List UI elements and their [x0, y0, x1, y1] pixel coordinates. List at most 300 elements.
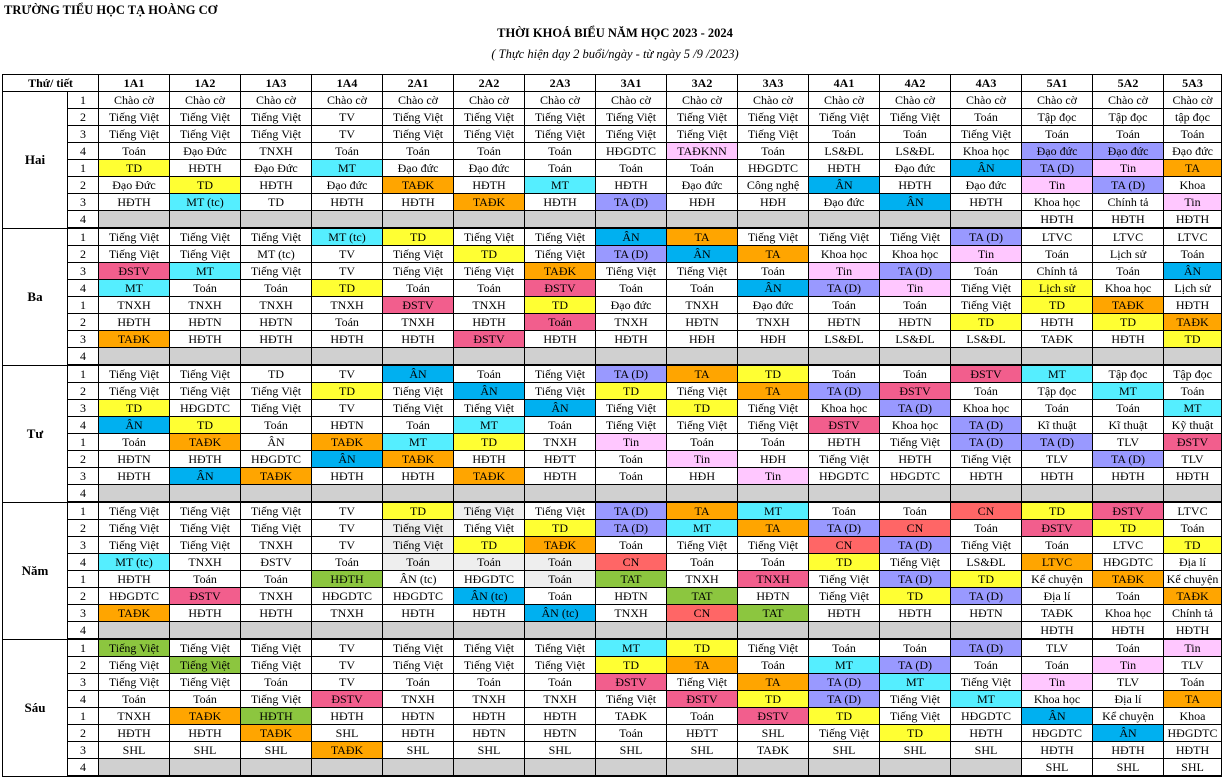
- subject-cell: HĐH: [667, 194, 738, 211]
- subject-cell: TV: [312, 400, 383, 417]
- subject-cell: [312, 348, 383, 366]
- subject-cell: [454, 622, 525, 640]
- subject-cell: TD: [312, 383, 383, 400]
- subject-cell: Toán: [454, 674, 525, 691]
- subject-cell: Tin: [1164, 639, 1222, 657]
- subject-cell: TA (D): [880, 537, 951, 554]
- subject-cell: Tiếng Việt: [738, 417, 809, 434]
- period-row: [3, 605, 1222, 622]
- subject-cell: Khoa học: [951, 143, 1022, 160]
- subject-cell: LS&ĐL: [951, 331, 1022, 348]
- subject-cell: Tập đọc: [1022, 383, 1093, 400]
- subject-cell: Tiếng Việt: [525, 246, 596, 263]
- subject-cell: HĐTH: [241, 177, 312, 194]
- subject-cell: TD: [1093, 520, 1164, 537]
- subject-cell: TNXH: [99, 297, 170, 314]
- subject-cell: MT: [525, 177, 596, 194]
- subject-cell: Toán: [1164, 126, 1222, 143]
- subject-cell: Tiếng Việt: [738, 109, 809, 126]
- subject-cell: HĐGDTC: [1164, 725, 1222, 742]
- subject-cell: ĐSTV: [99, 263, 170, 280]
- subject-cell: HĐTN: [525, 725, 596, 742]
- subject-cell: Tiếng Việt: [241, 639, 312, 657]
- subject-cell: [99, 759, 170, 777]
- subject-cell: [738, 485, 809, 503]
- period-row: [3, 417, 1222, 434]
- subject-cell: MT (tc): [312, 228, 383, 246]
- subject-cell: TV: [312, 657, 383, 674]
- period-number: 4: [68, 417, 99, 434]
- subject-cell: Tiếng Việt: [99, 246, 170, 263]
- period-number: 4: [68, 485, 99, 503]
- subject-cell: Tiếng Việt: [880, 109, 951, 126]
- subject-cell: Toán: [596, 160, 667, 177]
- period-number: 4: [68, 759, 99, 777]
- subject-cell: MT: [170, 263, 241, 280]
- subject-cell: Lịch sử: [1164, 280, 1222, 297]
- subject-cell: Tiếng Việt: [241, 109, 312, 126]
- subject-cell: Toán: [667, 160, 738, 177]
- subject-cell: Tiếng Việt: [454, 400, 525, 417]
- subject-cell: Chính tả: [1022, 263, 1093, 280]
- subject-cell: Tiếng Việt: [383, 109, 454, 126]
- subject-cell: Kể chuyện: [1164, 571, 1222, 588]
- subject-cell: Toán: [383, 674, 454, 691]
- subject-cell: [596, 348, 667, 366]
- subject-cell: ĐSTV: [951, 365, 1022, 383]
- subject-cell: [667, 485, 738, 503]
- subject-cell: [951, 759, 1022, 777]
- subject-cell: SHL: [312, 725, 383, 742]
- subject-cell: Toán: [1164, 674, 1222, 691]
- subject-cell: CN: [880, 520, 951, 537]
- subject-cell: [880, 485, 951, 503]
- subject-cell: Tiếng Việt: [525, 126, 596, 143]
- subject-cell: LTVC: [1022, 554, 1093, 571]
- period-row: [3, 742, 1222, 759]
- subject-cell: HĐTH: [809, 434, 880, 451]
- day-label: Tư: [3, 365, 68, 502]
- subject-cell: TD: [525, 297, 596, 314]
- subject-cell: TA (D): [1093, 451, 1164, 468]
- subject-cell: Khoa học: [809, 400, 880, 417]
- period-number: 4: [68, 211, 99, 229]
- subject-cell: TV: [312, 674, 383, 691]
- subject-cell: TNXH: [454, 691, 525, 708]
- subject-cell: Toán: [738, 657, 809, 674]
- subject-cell: TA (D): [809, 280, 880, 297]
- subject-cell: Toán: [312, 314, 383, 331]
- subject-cell: Tiếng Việt: [596, 263, 667, 280]
- subject-cell: Toán: [809, 126, 880, 143]
- subject-cell: HĐH: [738, 331, 809, 348]
- subject-cell: HĐTH: [383, 468, 454, 485]
- subject-cell: HĐTN: [383, 708, 454, 725]
- subject-cell: TA (D): [880, 571, 951, 588]
- subject-cell: [241, 485, 312, 503]
- subject-cell: Toán: [880, 502, 951, 520]
- subject-cell: TD: [809, 708, 880, 725]
- subject-cell: MT: [383, 434, 454, 451]
- subject-cell: [241, 759, 312, 777]
- subject-cell: Khoa học: [1093, 605, 1164, 622]
- subject-cell: HĐTN: [738, 588, 809, 605]
- subject-cell: HĐTN: [312, 417, 383, 434]
- subject-cell: Tiếng Việt: [525, 502, 596, 520]
- subject-cell: Khoa: [1164, 177, 1222, 194]
- subject-cell: Toán: [1022, 657, 1093, 674]
- subject-cell: CN: [596, 554, 667, 571]
- timetable: [2, 74, 1222, 777]
- subject-cell: [1093, 485, 1164, 503]
- subject-cell: Tiếng Việt: [383, 657, 454, 674]
- period-row: [3, 639, 1222, 657]
- subject-cell: ÂN: [667, 246, 738, 263]
- subject-cell: HĐTH: [1022, 211, 1093, 229]
- period-row: [3, 674, 1222, 691]
- subject-cell: Tiếng Việt: [880, 691, 951, 708]
- subject-cell: TNXH: [383, 691, 454, 708]
- subject-cell: TLV: [1022, 451, 1093, 468]
- subject-cell: TD: [667, 639, 738, 657]
- subject-cell: HĐTN: [951, 605, 1022, 622]
- subject-cell: HĐTH: [1093, 622, 1164, 640]
- subject-cell: TAT: [738, 605, 809, 622]
- period-row: [3, 434, 1222, 451]
- subject-cell: Tiếng Việt: [99, 639, 170, 657]
- subject-cell: Tiếng Việt: [809, 228, 880, 246]
- subject-cell: [738, 211, 809, 229]
- subject-cell: TD: [738, 365, 809, 383]
- subject-cell: Chào cờ: [99, 92, 170, 109]
- subject-cell: Toán: [951, 520, 1022, 537]
- subject-cell: HĐTH: [1164, 297, 1222, 314]
- period-row: [3, 263, 1222, 280]
- subject-cell: HĐH: [738, 451, 809, 468]
- subject-cell: SHL: [170, 742, 241, 759]
- subject-cell: Toán: [1093, 126, 1164, 143]
- subject-cell: LTVC: [1093, 537, 1164, 554]
- subject-cell: [99, 211, 170, 229]
- subject-cell: TAĐK: [170, 434, 241, 451]
- subject-cell: Toán: [596, 468, 667, 485]
- subject-cell: Toán: [383, 417, 454, 434]
- subject-cell: TAĐK: [1022, 605, 1093, 622]
- subject-cell: Toán: [951, 263, 1022, 280]
- subject-cell: HĐH: [667, 331, 738, 348]
- subject-cell: Tiếng Việt: [99, 674, 170, 691]
- subject-cell: Kể chuyện: [1093, 708, 1164, 725]
- subject-cell: [596, 622, 667, 640]
- subject-cell: ĐSTV: [241, 554, 312, 571]
- subject-cell: SHL: [1093, 759, 1164, 777]
- day-label: Hai: [3, 92, 68, 229]
- subject-cell: TV: [312, 126, 383, 143]
- subject-cell: HĐGDTC: [241, 451, 312, 468]
- subject-cell: ÂN: [525, 400, 596, 417]
- school-name: TRƯỜNG TIỂU HỌC TẠ HOÀNG CƠ: [4, 3, 218, 17]
- subject-cell: HĐTN: [667, 314, 738, 331]
- subject-cell: TD: [596, 383, 667, 400]
- subject-cell: Đạo Đức: [241, 160, 312, 177]
- subject-cell: HĐTH: [312, 708, 383, 725]
- subject-cell: TLV: [1093, 674, 1164, 691]
- subject-cell: Chào cờ: [1022, 92, 1093, 109]
- subject-cell: TA (D): [951, 228, 1022, 246]
- subject-cell: [170, 348, 241, 366]
- subject-cell: HĐTT: [525, 451, 596, 468]
- subject-cell: [170, 622, 241, 640]
- subject-cell: TLV: [1093, 434, 1164, 451]
- subject-cell: Tiếng Việt: [525, 383, 596, 400]
- period-number: 1: [68, 571, 99, 588]
- subject-cell: TD: [951, 571, 1022, 588]
- subject-cell: Toán: [880, 297, 951, 314]
- subject-cell: Tiếng Việt: [454, 502, 525, 520]
- subject-cell: ĐSTV: [809, 417, 880, 434]
- subject-cell: Tiếng Việt: [170, 365, 241, 383]
- subject-cell: MT: [738, 502, 809, 520]
- subject-cell: Tin: [667, 451, 738, 468]
- subject-cell: HĐTH: [99, 314, 170, 331]
- subject-cell: Toán: [809, 365, 880, 383]
- subject-cell: HĐTH: [454, 177, 525, 194]
- subject-cell: HĐTH: [241, 605, 312, 622]
- subject-cell: HĐTH: [1022, 742, 1093, 759]
- subject-cell: Toán: [312, 143, 383, 160]
- period-number: 4: [68, 280, 99, 297]
- subject-cell: Khoa: [1164, 708, 1222, 725]
- subject-cell: HĐTH: [383, 725, 454, 742]
- subject-cell: Tiếng Việt: [170, 383, 241, 400]
- subject-cell: TA (D): [951, 434, 1022, 451]
- subject-cell: Tiếng Việt: [880, 554, 951, 571]
- subject-cell: [880, 759, 951, 777]
- subject-cell: TA: [667, 502, 738, 520]
- subject-cell: Tiếng Việt: [880, 708, 951, 725]
- subject-cell: HĐGDTC: [809, 468, 880, 485]
- subject-cell: Tin: [1164, 194, 1222, 211]
- subject-cell: Tiếng Việt: [99, 109, 170, 126]
- subject-cell: Đạo đức: [1164, 143, 1222, 160]
- subject-cell: TA (D): [596, 520, 667, 537]
- subject-cell: Chào cờ: [454, 92, 525, 109]
- subject-cell: TV: [312, 246, 383, 263]
- subject-cell: HĐTH: [241, 708, 312, 725]
- subject-cell: TNXH: [99, 708, 170, 725]
- subject-cell: Tiếng Việt: [596, 109, 667, 126]
- subject-cell: Tiếng Việt: [241, 126, 312, 143]
- subject-cell: HĐTH: [1093, 331, 1164, 348]
- subject-cell: SHL: [1164, 759, 1222, 777]
- subject-cell: Tiếng Việt: [809, 109, 880, 126]
- subject-cell: Chào cờ: [1093, 92, 1164, 109]
- subject-cell: HĐGDTC: [383, 588, 454, 605]
- period-number: 2: [68, 725, 99, 742]
- subject-cell: TD: [454, 434, 525, 451]
- subject-cell: [99, 485, 170, 503]
- subject-cell: Tiếng Việt: [667, 109, 738, 126]
- subject-cell: HĐTN: [596, 588, 667, 605]
- subject-cell: TLV: [1164, 451, 1222, 468]
- subject-cell: [951, 348, 1022, 366]
- subject-cell: TA (D): [809, 383, 880, 400]
- subject-cell: Đạo đức: [1022, 143, 1093, 160]
- subject-cell: [525, 485, 596, 503]
- subject-cell: Tập đọc: [1164, 365, 1222, 383]
- subject-cell: HĐH: [667, 468, 738, 485]
- subject-cell: [241, 211, 312, 229]
- subject-cell: [454, 348, 525, 366]
- subject-cell: TD: [1093, 314, 1164, 331]
- period-row: [3, 348, 1222, 366]
- subject-cell: Tiếng Việt: [525, 657, 596, 674]
- subject-cell: Chính tả: [1164, 605, 1222, 622]
- subject-cell: SHL: [241, 742, 312, 759]
- subject-cell: TNXH: [525, 691, 596, 708]
- subject-cell: TD: [170, 177, 241, 194]
- subject-cell: TAĐK: [1164, 314, 1222, 331]
- period-row: [3, 588, 1222, 605]
- subject-cell: HĐTH: [951, 194, 1022, 211]
- subject-cell: HĐTH: [454, 708, 525, 725]
- class-header: 3A2: [667, 75, 738, 92]
- period-row: [3, 451, 1222, 468]
- subject-cell: HĐTH: [454, 451, 525, 468]
- subject-cell: HĐTH: [1164, 211, 1222, 229]
- subject-cell: Toán: [809, 502, 880, 520]
- subject-cell: Tiếng Việt: [99, 126, 170, 143]
- period-number: 1: [68, 92, 99, 109]
- subject-cell: ÂN: [383, 365, 454, 383]
- subject-cell: Đạo đức: [383, 160, 454, 177]
- subject-cell: Toán: [1022, 537, 1093, 554]
- subject-cell: Kĩ thuật: [1022, 417, 1093, 434]
- subject-cell: HĐTT: [667, 725, 738, 742]
- period-row: [3, 126, 1222, 143]
- subject-cell: Toán: [880, 639, 951, 657]
- subject-cell: HĐTN: [99, 451, 170, 468]
- subject-cell: ĐSTV: [170, 588, 241, 605]
- subject-cell: [1093, 348, 1164, 366]
- subject-cell: [312, 211, 383, 229]
- subject-cell: TAĐK: [1093, 571, 1164, 588]
- subject-cell: [383, 211, 454, 229]
- period-row: [3, 160, 1222, 177]
- subject-cell: ÂN: [951, 160, 1022, 177]
- subject-cell: Toán: [170, 571, 241, 588]
- subject-cell: TNXH: [312, 605, 383, 622]
- subject-cell: ÂN: [1022, 708, 1093, 725]
- subject-cell: ÂN: [738, 280, 809, 297]
- subject-cell: [312, 622, 383, 640]
- subject-cell: TAĐK: [241, 468, 312, 485]
- subject-cell: [1022, 485, 1093, 503]
- subject-cell: TAĐK: [525, 537, 596, 554]
- subject-cell: HĐTH: [312, 194, 383, 211]
- subject-cell: TAĐK: [525, 263, 596, 280]
- subject-cell: Chào cờ: [880, 92, 951, 109]
- subject-cell: Tin: [738, 468, 809, 485]
- subject-cell: HĐTN: [170, 314, 241, 331]
- subject-cell: Toán: [170, 280, 241, 297]
- subject-cell: Tiếng Việt: [170, 674, 241, 691]
- subject-cell: LTVC: [1164, 228, 1222, 246]
- subject-cell: Toán: [596, 725, 667, 742]
- period-number: 2: [68, 383, 99, 400]
- subject-cell: HĐTH: [454, 605, 525, 622]
- subject-cell: TAĐK: [596, 708, 667, 725]
- subject-cell: [312, 485, 383, 503]
- subject-cell: Tiếng Việt: [241, 502, 312, 520]
- subject-cell: HĐTH: [170, 331, 241, 348]
- subject-cell: ÂN: [454, 383, 525, 400]
- subject-cell: HĐGDTC: [454, 571, 525, 588]
- subject-cell: MT: [951, 691, 1022, 708]
- subject-cell: TA: [667, 365, 738, 383]
- period-row: [3, 194, 1222, 211]
- subject-cell: Toán: [596, 451, 667, 468]
- period-row: [3, 297, 1222, 314]
- class-header: 4A3: [951, 75, 1022, 92]
- subject-cell: Khoa học: [1093, 280, 1164, 297]
- subject-cell: TA: [1164, 691, 1222, 708]
- subject-cell: [312, 759, 383, 777]
- subject-cell: HĐTN: [880, 314, 951, 331]
- subject-cell: TNXH: [667, 571, 738, 588]
- subject-cell: Chào cờ: [1164, 92, 1222, 109]
- subject-cell: Toán: [738, 143, 809, 160]
- subject-cell: Kể chuyện: [1022, 571, 1093, 588]
- subject-cell: Toán: [525, 417, 596, 434]
- subject-cell: [596, 485, 667, 503]
- subject-cell: Tiếng Việt: [667, 383, 738, 400]
- subject-cell: Toán: [667, 708, 738, 725]
- subject-cell: Chào cờ: [667, 92, 738, 109]
- subject-cell: Tiếng Việt: [738, 639, 809, 657]
- subject-cell: HĐGDTC: [738, 160, 809, 177]
- subject-cell: LTVC: [1093, 228, 1164, 246]
- subject-cell: TD: [667, 400, 738, 417]
- subject-cell: Toán: [880, 126, 951, 143]
- subject-cell: LS&ĐL: [880, 143, 951, 160]
- subject-cell: Tập đọc: [1093, 365, 1164, 383]
- subject-cell: TNXH: [383, 314, 454, 331]
- subject-cell: HĐTH: [170, 725, 241, 742]
- subject-cell: TNXH: [170, 297, 241, 314]
- subject-cell: Tin: [809, 263, 880, 280]
- subject-cell: TD: [596, 657, 667, 674]
- subject-cell: TAT: [667, 588, 738, 605]
- period-number: 3: [68, 331, 99, 348]
- period-number: 3: [68, 194, 99, 211]
- subject-cell: TA (D): [1093, 177, 1164, 194]
- subject-cell: TA (D): [809, 520, 880, 537]
- subject-cell: Tiếng Việt: [383, 126, 454, 143]
- period-number: 2: [68, 451, 99, 468]
- subject-cell: [738, 622, 809, 640]
- subject-cell: Kỹ thuật: [1164, 417, 1222, 434]
- subject-cell: TA (D): [951, 588, 1022, 605]
- period-row: [3, 537, 1222, 554]
- class-header: 4A2: [880, 75, 951, 92]
- subject-cell: [667, 622, 738, 640]
- subject-cell: TV: [312, 502, 383, 520]
- subject-cell: Chào cờ: [170, 92, 241, 109]
- period-number: 3: [68, 263, 99, 280]
- subject-cell: Đạo đức: [667, 177, 738, 194]
- subject-cell: [809, 622, 880, 640]
